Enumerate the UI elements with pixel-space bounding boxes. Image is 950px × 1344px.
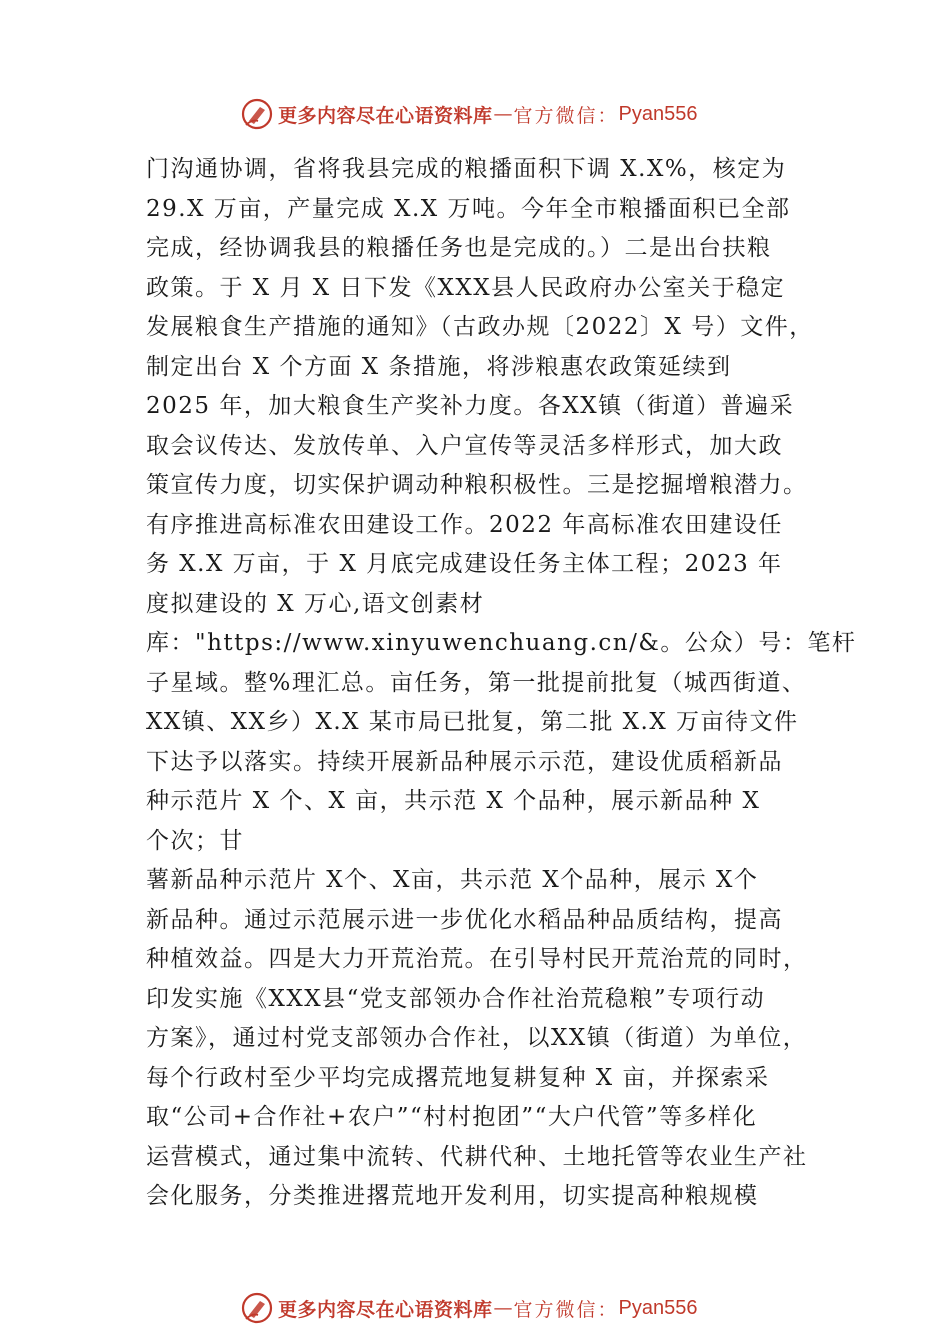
watermark-dash: —	[493, 103, 513, 125]
watermark-title: 更多内容尽在心语资料库	[278, 104, 493, 127]
body-line: 政策。于 X 月 X 日下发《XXX县人民政府办公室关于稳定	[146, 274, 786, 301]
body-line: 会化服务，分类推进撂荒地开发利用，切实提高种粮规模	[146, 1183, 759, 1209]
body-line: 运营模式，通过集中流转、代耕代种、土地托管等农业生产社	[146, 1143, 808, 1170]
body-line: 薯新品种示范片 X个、X亩，共示范 X个品种，展示 X个	[146, 867, 759, 893]
document-body	[146, 150, 857, 1217]
body-line: 种植效益。四是大力开荒治荒。在引导村民开荒治荒的同时，	[146, 946, 808, 972]
body-line: 印发实施《XXX县“党支部领办合作社治荒稳粮”专项行动	[146, 985, 766, 1012]
body-line: 个次；甘	[146, 827, 244, 854]
body-line: 下达予以落实。持续开展新品种展示示范，建设优质稻新品	[146, 748, 783, 775]
watermark-dash: —	[493, 1297, 513, 1319]
body-line: 务 X.X 万亩，于 X 月底完成建设任务主体工程；2023 年	[146, 551, 783, 577]
body-line: 取会议传达、发放传单、入户宣传等灵活多样形式，加大政	[146, 432, 783, 459]
watermark-wechat-label: 官方微信：	[513, 1298, 619, 1321]
watermark-wechat-label: 官方微信：	[513, 104, 619, 127]
watermark-wechat-id: Pyan556	[618, 102, 698, 125]
body-line: 方案》，通过村党支部领办合作社，以XX镇（街道）为单位，	[146, 1025, 808, 1051]
body-line: 发展粮食生产措施的通知》（古政办规〔2022〕X 号）文件，	[146, 314, 814, 340]
pen-nib-logo-icon	[240, 97, 274, 131]
watermark-wechat-id: Pyan556	[618, 1296, 698, 1319]
body-line: 种示范片 X 个、X 亩，共示范 X 个品种，展示新品种 X	[146, 788, 761, 814]
footer-watermark	[240, 1290, 760, 1326]
watermark-title: 更多内容尽在心语资料库	[278, 1298, 493, 1321]
body-line: 完成，经协调我县的粮播任务也是完成的。）二是出台扶粮	[146, 235, 772, 261]
body-line: 度拟建设的 X 万心,语文创素材	[146, 590, 485, 617]
body-line: 子星域。整%理汇总。亩任务，第一批提前批复（城西街道、	[146, 669, 807, 696]
pen-nib-logo-icon	[240, 1291, 274, 1325]
body-line: 有序推进高标准农田建设工作。2022 年高标准农田建设任	[146, 511, 783, 538]
body-line: 2025 年，加大粮食生产奖补力度。各XX镇（街道）普遍采	[146, 393, 795, 419]
header-watermark	[240, 96, 760, 132]
body-line: 29.X 万亩，产量完成 X.X 万吨。今年全市粮播面积已全部	[146, 195, 791, 222]
body-line: 制定出台 X 个方面 X 条措施，将涉粮惠农政策延续到	[146, 353, 732, 380]
body-line: 库："https://www.xinyuwenchuang.cn/&。公众）号：笔杆	[146, 630, 857, 656]
body-line: 门沟通协调，省将我县完成的粮播面积下调 X.X%，核定为	[146, 156, 787, 182]
body-line: 取“公司+合作社+农户”“村村抱团”“大户代管”等多样化	[146, 1104, 758, 1130]
body-line: XX镇、XX乡）X.X 某市局已批复，第二批 X.X 万亩待文件	[146, 709, 799, 735]
body-line: 每个行政村至少平均完成撂荒地复耕复种 X 亩，并探索采	[146, 1064, 770, 1091]
body-line: 新品种。通过示范展示进一步优化水稻品种品质结构，提高	[146, 906, 783, 933]
body-line: 策宣传力度，切实保护调动种粮积极性。三是挖掘增粮潜力。	[146, 472, 808, 498]
